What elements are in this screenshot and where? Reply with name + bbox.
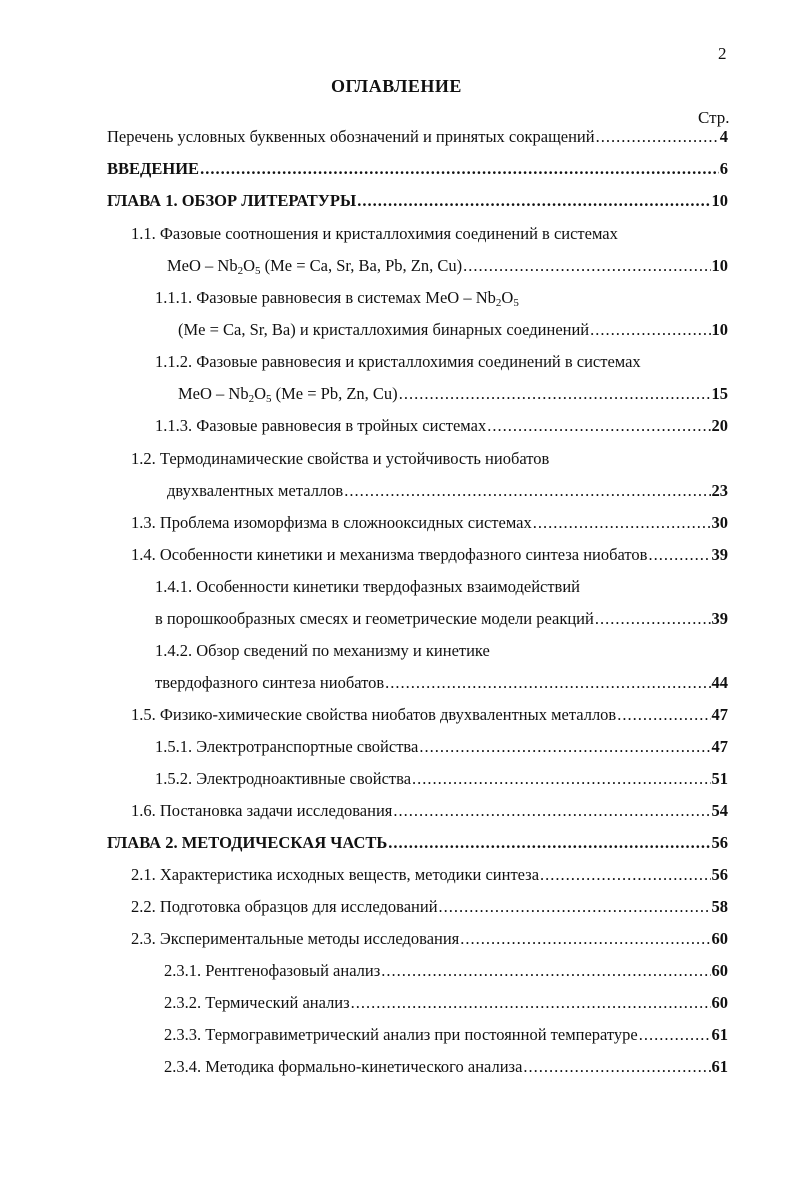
toc-entry-page: 60: [711, 929, 728, 948]
toc-entry-title: 1.3. Проблема изоморфизма в сложнооксидных системах: [131, 513, 532, 532]
toc-entry-page: 54: [711, 801, 728, 820]
toc-entry[interactable]: [131, 861, 728, 885]
toc-entry-page: 10: [711, 191, 728, 210]
toc-entry[interactable]: [131, 445, 549, 469]
dot-leader: [393, 801, 710, 821]
toc-entry-page: 61: [711, 1025, 728, 1044]
toc-entry-page: 47: [711, 705, 728, 724]
toc-entry-title: ГЛАВА 1. ОБЗОР ЛИТЕРАТУРЫ: [107, 191, 357, 210]
toc-entry[interactable]: [155, 669, 728, 693]
toc-entry-title: 1.4. Особенности кинетики и механизма твердофазного синтеза ниобатов: [131, 545, 648, 564]
toc-entry-title: 2.1. Характеристика исходных веществ, методики синтеза: [131, 865, 540, 884]
toc-entry-page: 10: [711, 256, 728, 275]
toc-entry-title: 1.4.1. Особенности кинетики твердофазных взаимодействий: [155, 577, 581, 596]
toc-entry-page: 30: [711, 513, 728, 532]
toc-entry-title: 2.3.2. Термический анализ: [164, 993, 350, 1012]
dot-leader: [351, 993, 711, 1013]
toc-entry-title: (Me = Ca, Sr, Ba) и кристаллохимия бинарных соединений: [178, 320, 590, 339]
dot-leader: [595, 609, 711, 629]
dot-leader: [639, 1025, 711, 1045]
toc-entry-title: MeO – $Nb_2O_5$ (Me = Pb, Zn, Cu): [178, 384, 398, 405]
dot-leader: [439, 897, 711, 917]
toc-entry[interactable]: [164, 957, 728, 981]
toc-entry[interactable]: [164, 1021, 728, 1045]
dot-leader: [533, 513, 711, 533]
toc-entry[interactable]: [155, 348, 641, 372]
toc-entry-title: твердофазного синтеза ниобатов: [155, 673, 385, 692]
toc-entry-page: 44: [711, 673, 728, 692]
dot-leader: [617, 705, 710, 725]
toc-entry[interactable]: [155, 605, 728, 629]
toc-entry-title: 1.1.2. Фазовые равновесия и кристаллохимия соединений в системах: [155, 352, 641, 371]
toc-entry-title: ВВЕДЕНИЕ: [107, 159, 200, 178]
toc-entry-title: 1.6. Постановка задачи исследования: [131, 801, 393, 820]
toc-heading: ОГЛАВЛЕНИЕ: [331, 76, 462, 96]
toc-entry[interactable]: [167, 477, 728, 501]
toc-entry-page: 4: [719, 127, 728, 146]
dot-leader: [540, 865, 710, 885]
toc-entry-page: 15: [711, 384, 728, 403]
toc-entry[interactable]: [178, 316, 728, 340]
dot-leader: [487, 416, 710, 436]
toc-entry-title: 1.1.3. Фазовые равновесия в тройных системах: [155, 416, 487, 435]
toc-entry-page: 39: [711, 545, 728, 564]
toc-entry[interactable]: [155, 637, 490, 661]
toc-entry-page: 10: [711, 320, 728, 339]
toc-entry[interactable]: [178, 380, 728, 404]
dot-leader: [200, 159, 719, 179]
toc-entry[interactable]: [155, 573, 580, 597]
toc-entry[interactable]: [164, 1053, 728, 1077]
toc-entry[interactable]: [107, 187, 728, 211]
toc-entry[interactable]: [107, 123, 728, 147]
toc-entry-page: 6: [719, 159, 728, 178]
toc-entry-title: 1.1.1. Фазовые равновесия в системах MeO – $Nb_2O_5$: [155, 288, 519, 309]
dot-leader: [463, 256, 710, 276]
page-number: 2: [718, 44, 727, 63]
toc-entry[interactable]: [155, 412, 728, 436]
toc-entry-title: 2.3. Экспериментальные методы исследования: [131, 929, 460, 948]
toc-entry-page: 60: [711, 961, 728, 980]
toc-entry-page: 60: [711, 993, 728, 1012]
dot-leader: [344, 481, 710, 501]
dot-leader: [460, 929, 710, 949]
dot-leader: [381, 961, 710, 981]
dot-leader: [590, 320, 710, 340]
toc-entry[interactable]: [131, 509, 728, 533]
toc-entry[interactable]: [131, 701, 728, 725]
dot-leader: [523, 1057, 710, 1077]
toc-entry-page: 51: [711, 769, 728, 788]
toc-entry-title: 2.3.1. Рентгенофазовый анализ: [164, 961, 381, 980]
toc-entry-title: 1.5.2. Электродноактивные свойства: [155, 769, 412, 788]
toc-entry-page: 56: [711, 833, 728, 852]
pages-column-label: Стр.: [698, 108, 730, 127]
dot-leader: [357, 191, 710, 211]
toc-entry-title: 2.2. Подготовка образцов для исследований: [131, 897, 438, 916]
toc-entry[interactable]: [155, 765, 728, 789]
dot-leader: [596, 127, 719, 147]
toc-entry-title: двухвалентных металлов: [167, 481, 344, 500]
toc-entry-title: Перечень условных буквенных обозначений и принятых сокращений: [107, 127, 595, 146]
toc-entry[interactable]: [131, 541, 728, 565]
toc-entry[interactable]: [155, 284, 519, 308]
toc-entry-title: 1.4.2. Обзор сведений по механизму и кинетике: [155, 641, 490, 660]
toc-entry[interactable]: [131, 797, 728, 821]
dot-leader: [412, 769, 710, 789]
toc-entry[interactable]: [164, 989, 728, 1013]
toc-entry-title: 1.5.1. Электротранспортные свойства: [155, 737, 419, 756]
toc-entry[interactable]: [131, 925, 728, 949]
dot-leader: [385, 673, 710, 693]
toc-entry-title: ГЛАВА 2. МЕТОДИЧЕСКАЯ ЧАСТЬ: [107, 833, 388, 852]
toc-entry-page: 56: [711, 865, 728, 884]
toc-entry-page: 20: [711, 416, 728, 435]
dot-leader: [399, 384, 711, 404]
toc-entry-title: 2.3.4. Методика формально-кинетического анализа: [164, 1057, 523, 1076]
toc-entry[interactable]: [107, 829, 728, 853]
dot-leader: [419, 737, 710, 757]
toc-entry[interactable]: [131, 220, 618, 244]
toc-entry-title: 1.5. Физико-химические свойства ниобатов двухвалентных металлов: [131, 705, 617, 724]
toc-entry-page: 58: [711, 897, 728, 916]
toc-entry-title: MeO – $Nb_2O_5$ (Me = Ca, Sr, Ba, Pb, Zn, Cu): [167, 256, 463, 277]
toc-entry[interactable]: [167, 252, 728, 276]
toc-entry-title: в порошкообразных смесях и геометрические модели реакций: [155, 609, 594, 628]
toc-entry[interactable]: [155, 733, 728, 757]
toc-entry-page: 39: [711, 609, 728, 628]
toc-entry-title: 2.3.3. Термогравиметрический анализ при постоянной температуре: [164, 1025, 638, 1044]
toc-entry-title: 1.1. Фазовые соотношения и кристаллохимия соединений в системах: [131, 224, 618, 243]
dot-leader: [388, 833, 710, 853]
toc-entry-title: 1.2. Термодинамические свойства и устойчивость ниобатов: [131, 449, 550, 468]
toc-entry-page: 47: [711, 737, 728, 756]
toc-entry-page: 23: [711, 481, 728, 500]
dot-leader: [648, 545, 710, 565]
toc-entry[interactable]: [107, 155, 728, 179]
toc-entry-page: 61: [711, 1057, 728, 1076]
toc-entry[interactable]: [131, 893, 728, 917]
